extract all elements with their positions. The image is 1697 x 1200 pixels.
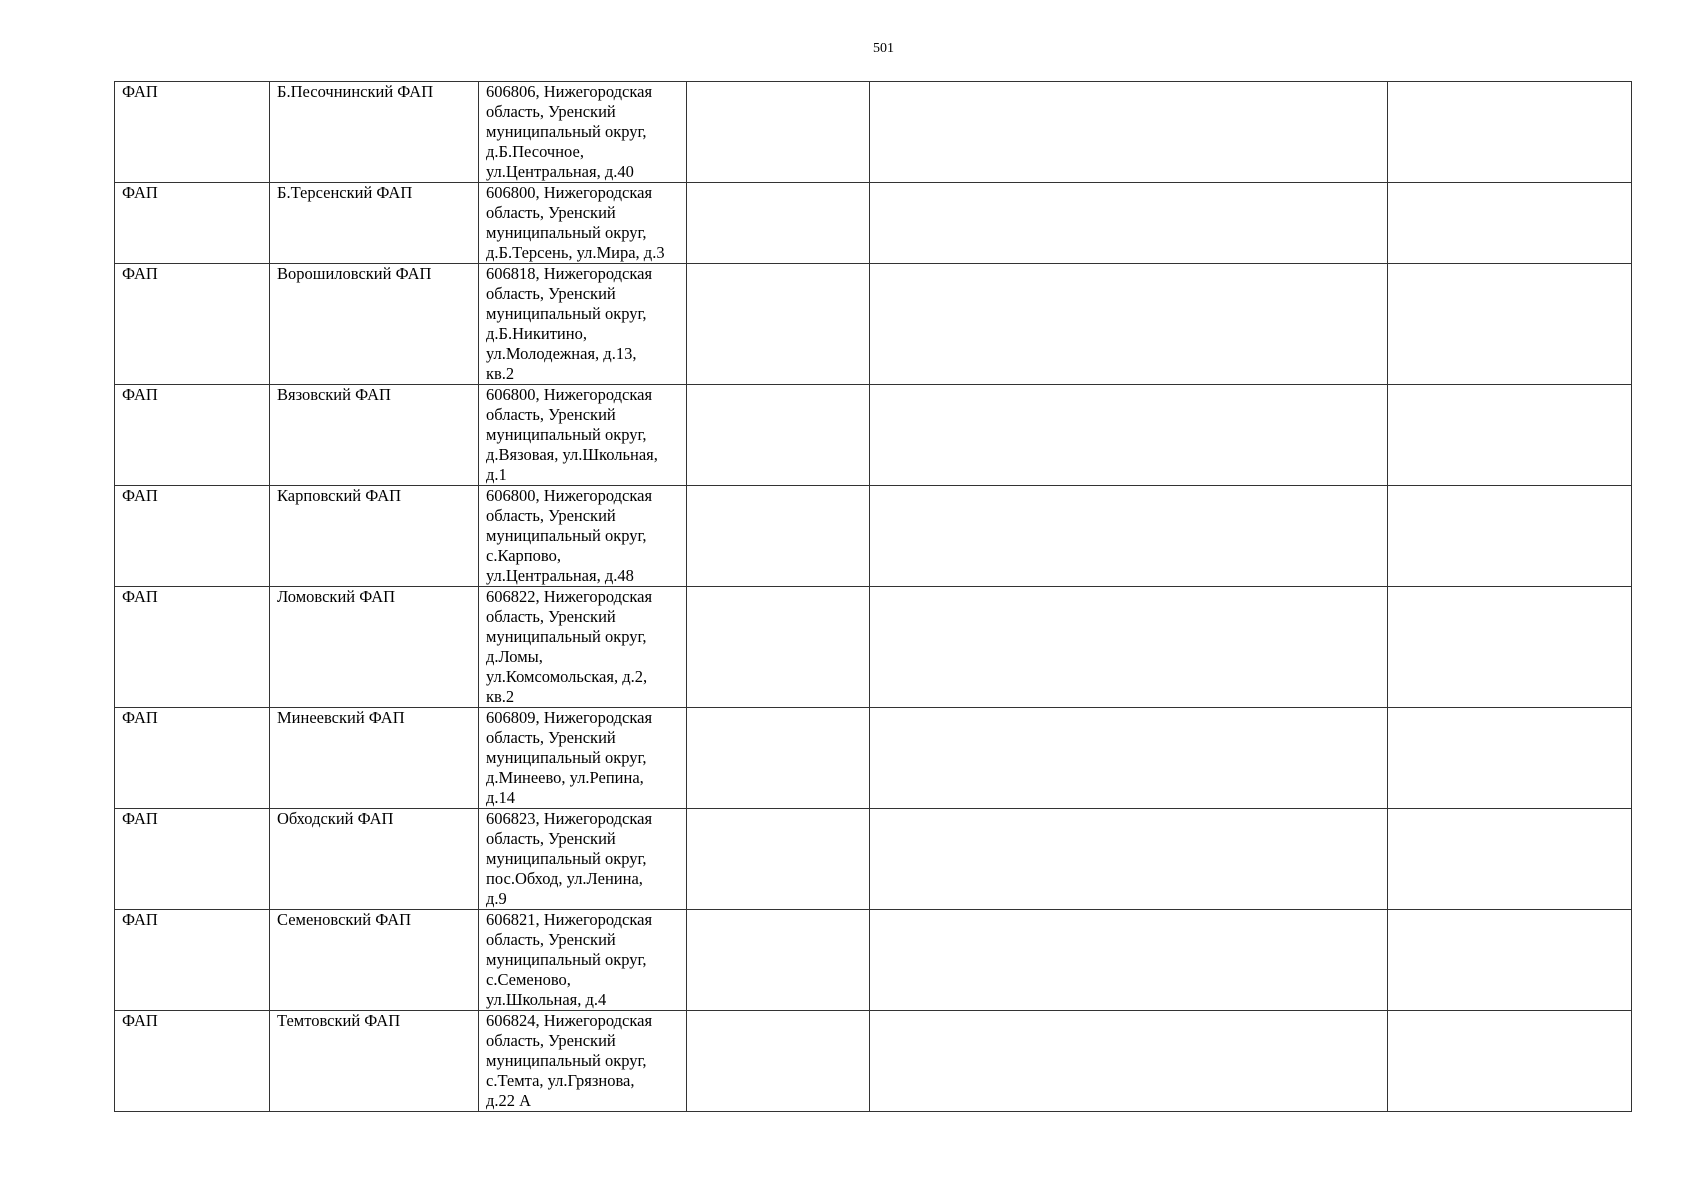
empty-cell-6 xyxy=(1388,1011,1632,1112)
facility-name: Минеевский ФАП xyxy=(277,708,405,727)
empty-cell-5 xyxy=(870,385,1388,486)
facility-type: ФАП xyxy=(122,486,158,505)
facility-type: ФАП xyxy=(122,910,158,929)
facility-address: 606809, Нижегородская область, Уренский муниципальный округ, д.Минеево, ул.Репина, д.14 xyxy=(486,708,653,807)
facility-address: 606822, Нижегородская область, Уренский муниципальный округ, д.Ломы, ул.Комсомольская, д.2, кв.2 xyxy=(486,587,653,706)
table-row xyxy=(115,708,1632,809)
facility-name: Б.Терсенский ФАП xyxy=(277,183,413,202)
facility-name: Вязовский ФАП xyxy=(277,385,391,404)
facility-type-cell xyxy=(115,910,270,1011)
facility-type: ФАП xyxy=(122,183,158,202)
facility-address-cell xyxy=(479,82,687,183)
empty-cell-4 xyxy=(687,809,870,910)
empty-cell-6 xyxy=(1388,910,1632,1011)
empty-cell-4 xyxy=(687,82,870,183)
facility-address-cell xyxy=(479,708,687,809)
facility-type-cell xyxy=(115,385,270,486)
facility-type: ФАП xyxy=(122,264,158,283)
facility-address-cell xyxy=(479,809,687,910)
empty-cell-5 xyxy=(870,1011,1388,1112)
empty-cell-5 xyxy=(870,587,1388,708)
facility-address-cell xyxy=(479,264,687,385)
facility-address: 606800, Нижегородская область, Уренский муниципальный округ, д.Б.Терсень, ул.Мира, д.3 xyxy=(486,183,665,262)
facility-name-cell xyxy=(270,385,479,486)
facility-name-cell xyxy=(270,264,479,385)
table-row xyxy=(115,910,1632,1011)
empty-cell-4 xyxy=(687,1011,870,1112)
facility-type: ФАП xyxy=(122,1011,158,1030)
facility-address: 606818, Нижегородская область, Уренский муниципальный округ, д.Б.Никитино, ул.Молодежная, д.13, кв.2 xyxy=(486,264,653,383)
empty-cell-4 xyxy=(687,910,870,1011)
facility-name: Карповский ФАП xyxy=(277,486,402,505)
table-row xyxy=(115,385,1632,486)
table-row xyxy=(115,587,1632,708)
empty-cell-5 xyxy=(870,910,1388,1011)
empty-cell-5 xyxy=(870,183,1388,264)
facility-name-cell xyxy=(270,486,479,587)
facility-address: 606823, Нижегородская область, Уренский муниципальный округ, пос.Обход, ул.Ленина, д.9 xyxy=(486,809,653,908)
facility-address: 606800, Нижегородская область, Уренский муниципальный округ, д.Вязовая, ул.Школьная, д.1 xyxy=(486,385,658,484)
facility-type-cell xyxy=(115,486,270,587)
facility-type-cell xyxy=(115,1011,270,1112)
facility-address: 606821, Нижегородская область, Уренский муниципальный округ, с.Семеново, ул.Школьная, д.4 xyxy=(486,910,653,1009)
facility-address-cell xyxy=(479,486,687,587)
facility-address: 606800, Нижегородская область, Уренский муниципальный округ, с.Карпово, ул.Центральная, д.48 xyxy=(486,486,653,585)
empty-cell-4 xyxy=(687,385,870,486)
page-number: 501 xyxy=(873,41,894,56)
facility-name: Обходский ФАП xyxy=(277,809,394,828)
facility-address-cell xyxy=(479,183,687,264)
empty-cell-6 xyxy=(1388,264,1632,385)
facility-name-cell xyxy=(270,1011,479,1112)
facility-name: Б.Песочнинский ФАП xyxy=(277,82,434,101)
empty-cell-5 xyxy=(870,264,1388,385)
empty-cell-5 xyxy=(870,486,1388,587)
table-body xyxy=(115,82,1632,1112)
empty-cell-4 xyxy=(687,708,870,809)
table-row xyxy=(115,82,1632,183)
facility-name-cell xyxy=(270,183,479,264)
facility-name-cell xyxy=(270,587,479,708)
facility-type-cell xyxy=(115,708,270,809)
empty-cell-6 xyxy=(1388,385,1632,486)
facilities-table xyxy=(114,81,1632,1112)
facility-type-cell xyxy=(115,264,270,385)
empty-cell-4 xyxy=(687,183,870,264)
facility-name: Семеновский ФАП xyxy=(277,910,412,929)
empty-cell-6 xyxy=(1388,486,1632,587)
facility-address-cell xyxy=(479,385,687,486)
facility-name-cell xyxy=(270,910,479,1011)
facility-type-cell xyxy=(115,183,270,264)
facility-address: 606824, Нижегородская область, Уренский муниципальный округ, с.Темта, ул.Грязнова, д.22 А xyxy=(486,1011,653,1110)
facility-name: Темтовский ФАП xyxy=(277,1011,401,1030)
facility-address-cell xyxy=(479,587,687,708)
facility-name-cell xyxy=(270,708,479,809)
facility-name: Ворошиловский ФАП xyxy=(277,264,432,283)
facility-name-cell xyxy=(270,809,479,910)
facility-type-cell xyxy=(115,809,270,910)
empty-cell-6 xyxy=(1388,82,1632,183)
table-row xyxy=(115,486,1632,587)
empty-cell-6 xyxy=(1388,809,1632,910)
table-row xyxy=(115,264,1632,385)
empty-cell-6 xyxy=(1388,183,1632,264)
facility-name-cell xyxy=(270,82,479,183)
facility-type: ФАП xyxy=(122,82,158,101)
facility-type-cell xyxy=(115,587,270,708)
facility-type: ФАП xyxy=(122,385,158,404)
empty-cell-4 xyxy=(687,264,870,385)
facility-name: Ломовский ФАП xyxy=(277,587,396,606)
empty-cell-6 xyxy=(1388,587,1632,708)
facility-type-cell xyxy=(115,82,270,183)
table-row xyxy=(115,183,1632,264)
facility-type: ФАП xyxy=(122,708,158,727)
facility-type: ФАП xyxy=(122,587,158,606)
empty-cell-6 xyxy=(1388,708,1632,809)
empty-cell-5 xyxy=(870,809,1388,910)
empty-cell-5 xyxy=(870,708,1388,809)
facility-address: 606806, Нижегородская область, Уренский муниципальный округ, д.Б.Песочное, ул.Центральная, д.40 xyxy=(486,82,653,181)
table-row xyxy=(115,809,1632,910)
facility-address-cell xyxy=(479,910,687,1011)
table-row xyxy=(115,1011,1632,1112)
empty-cell-4 xyxy=(687,486,870,587)
empty-cell-5 xyxy=(870,82,1388,183)
facility-address-cell xyxy=(479,1011,687,1112)
empty-cell-4 xyxy=(687,587,870,708)
facility-type: ФАП xyxy=(122,809,158,828)
